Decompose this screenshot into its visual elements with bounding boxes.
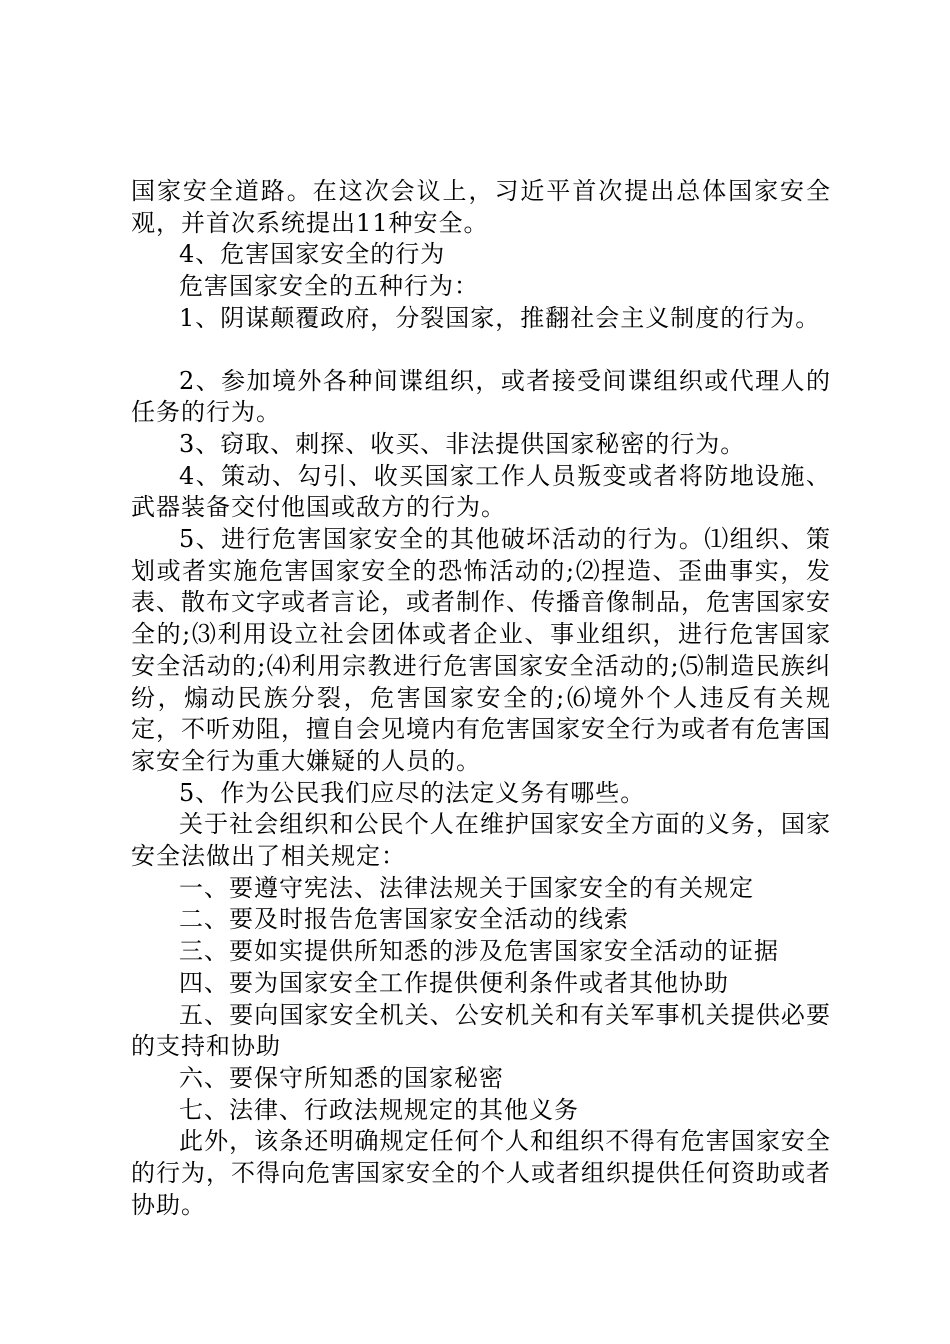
obligation-item-4: 四、要为国家安全工作提供便利条件或者其他协助: [179, 968, 729, 997]
paragraph-continuation: 国家安全道路。在这次会议上，习近平首次提出总体国家安全观，并首次系统提出11种安全。: [131, 177, 831, 237]
list-item-4: 4、策动、勾引、收买国家工作人员叛变或者将防地设施、武器装备交付他国或敌方的行为。: [131, 461, 831, 522]
obligation-item-2: 二、要及时报告危害国家安全活动的线索: [179, 905, 629, 934]
section-heading-5: 5、作为公民我们应尽的法定义务有哪些。: [179, 778, 646, 807]
list-item-5: 5、进行危害国家安全的其他破坏活动的行为。⑴组织、策划或者实施危害国家安全的恐怖活动的;⑵捏造、歪曲事实，发表、散布文字或者言论，或者制作、传播音像制品，危害国家安全的;⑶利用设立社会团体或者企业、事业组织，进行危害国家安全活动的;⑷利用宗教进行危害国家安全活动的;⑸制造民族纠纷，煽动民族分裂，危害国家安全的;⑹境外个人违反有关规定，不听劝阻，擅自会见境内有危害国家安全行为或者有危害国家安全行为重大嫌疑的人员的。: [131, 525, 831, 775]
obligation-item-5: 五、要向国家安全机关、公安机关和有关军事机关提供必要的支持和协助: [131, 1000, 831, 1061]
paragraph-intro: 危害国家安全的五种行为：: [179, 272, 479, 301]
list-item-1: 1、阴谋颠覆政府，分裂国家，推翻社会主义制度的行为。: [179, 303, 821, 332]
obligation-item-6: 六、要保守所知悉的国家秘密: [179, 1063, 504, 1092]
obligation-item-1: 一、要遵守宪法、法律法规关于国家安全的有关规定: [179, 873, 754, 902]
obligation-item-7: 七、法律、行政法规规定的其他义务: [179, 1095, 579, 1124]
list-item-3: 3、窃取、刺探、收买、非法提供国家秘密的行为。: [179, 429, 746, 458]
list-item-2: 2、参加境外各种间谍组织，或者接受间谍组织或代理人的任务的行为。: [131, 366, 831, 427]
section-heading-4: 4、危害国家安全的行为: [179, 240, 446, 269]
paragraph-obligations-intro: 关于社会组织和公民个人在维护国家安全方面的义务，国家安全法做出了相关规定：: [131, 810, 831, 871]
paragraph-conclusion: 此外，该条还明确规定任何个人和组织不得有危害国家安全的行为，不得向危害国家安全的个人或者组织提供任何资助或者协助。: [131, 1127, 831, 1219]
obligation-item-3: 三、要如实提供所知悉的涉及危害国家安全活动的证据: [179, 937, 779, 966]
document-page: [131, 176, 831, 1222]
